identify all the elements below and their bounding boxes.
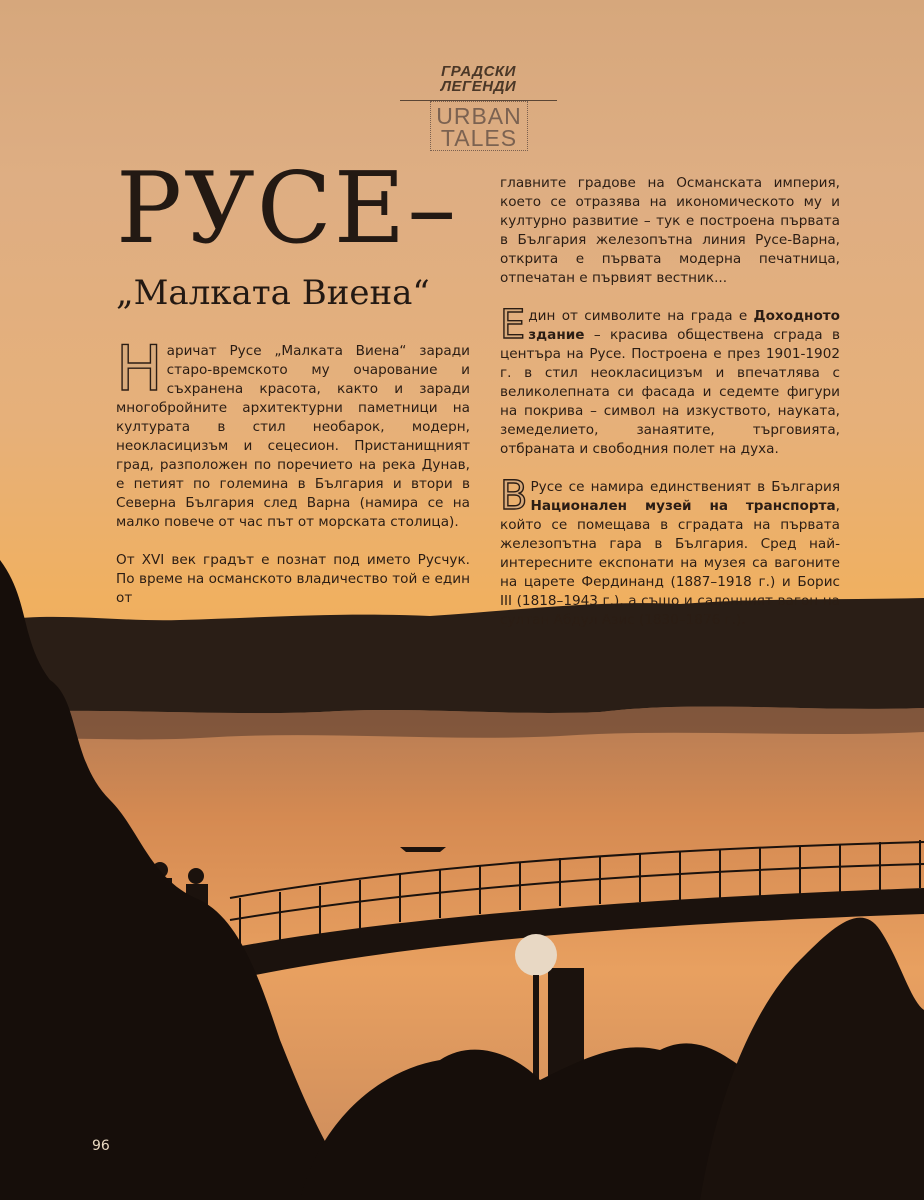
museum-paragraph xyxy=(500,473,840,630)
section-tag xyxy=(400,58,557,150)
article-subtitle: „Малката Виена“ xyxy=(116,273,430,313)
article-title: РУСЕ– xyxy=(116,152,459,266)
landmark-paragraph xyxy=(500,302,840,459)
section-title-bg xyxy=(430,64,527,94)
history-continued-paragraph: главните градове на Османската империя, което се отразява на икономическото му и културно развитие – тук е построена първата в България железопътна линия Русе-Варна, открита е първата модерна печатница, отпечатан е първият вестник... xyxy=(500,175,840,286)
section-title-en-line1: URBAN xyxy=(436,103,522,129)
dropcap: В xyxy=(500,473,528,519)
street-lamp xyxy=(515,934,557,976)
left-column xyxy=(116,332,470,608)
museum-name: Национален музей на транспорта xyxy=(530,498,836,514)
page-number: 96 xyxy=(92,1138,110,1154)
dropcap: Е xyxy=(500,302,526,348)
museum-text: Русе се намира единственият в България xyxy=(530,479,840,495)
landmark-text: дин от символите на града е xyxy=(528,308,754,324)
section-title-line2: ЛЕГЕНДИ xyxy=(440,78,517,95)
landmark-name: Доходното здание xyxy=(528,308,840,343)
dropcap: Н xyxy=(116,332,163,405)
boat xyxy=(400,847,446,852)
intro-text: аричат Русе „Малката Виена“ заради старо-времското му очарование и съхранена красота, както и заради многобройните архитектурни паметници на културата в стил необарок, модерн, неокласицизъм и сецесион. Пристанищният град, разположен по поречието на река Дунав, е петият по големина в България и втори в Северна България след Варна (намира се на малко повече от час път от морската столица). xyxy=(116,343,470,530)
landmark-text-cont: – красива обществена сграда в центъра на Русе. Построена е през 1901-1902 г. в стил неокласицизъм и впечатлява с великолепната си фасада и седемте фигури на покрива – символ на изкуството, науката, земеделието, занаятите, търговията, отбраната и свободния полет на духа. xyxy=(500,327,840,457)
right-column xyxy=(500,174,840,630)
section-title-en xyxy=(430,105,528,149)
section-title-line1: ГРАДСКИ xyxy=(441,63,516,80)
intro-paragraph xyxy=(116,332,470,532)
history-paragraph: От XVI век градът е познат под името Русчук. По време на османското владичество той е един от xyxy=(116,552,470,606)
museum-text-cont: , който се помещава в сградата на първата железопътна гара в България. Сред най-интересните експонати на музея са вагоните на царете Фердинанд (1887–1918 г.) и Борис III (1818–1943 г.), а също и салонният вагон на султан Абдул Азис (1830–1876 г.). xyxy=(500,498,840,628)
section-title-en-line2: TALES xyxy=(440,125,518,151)
